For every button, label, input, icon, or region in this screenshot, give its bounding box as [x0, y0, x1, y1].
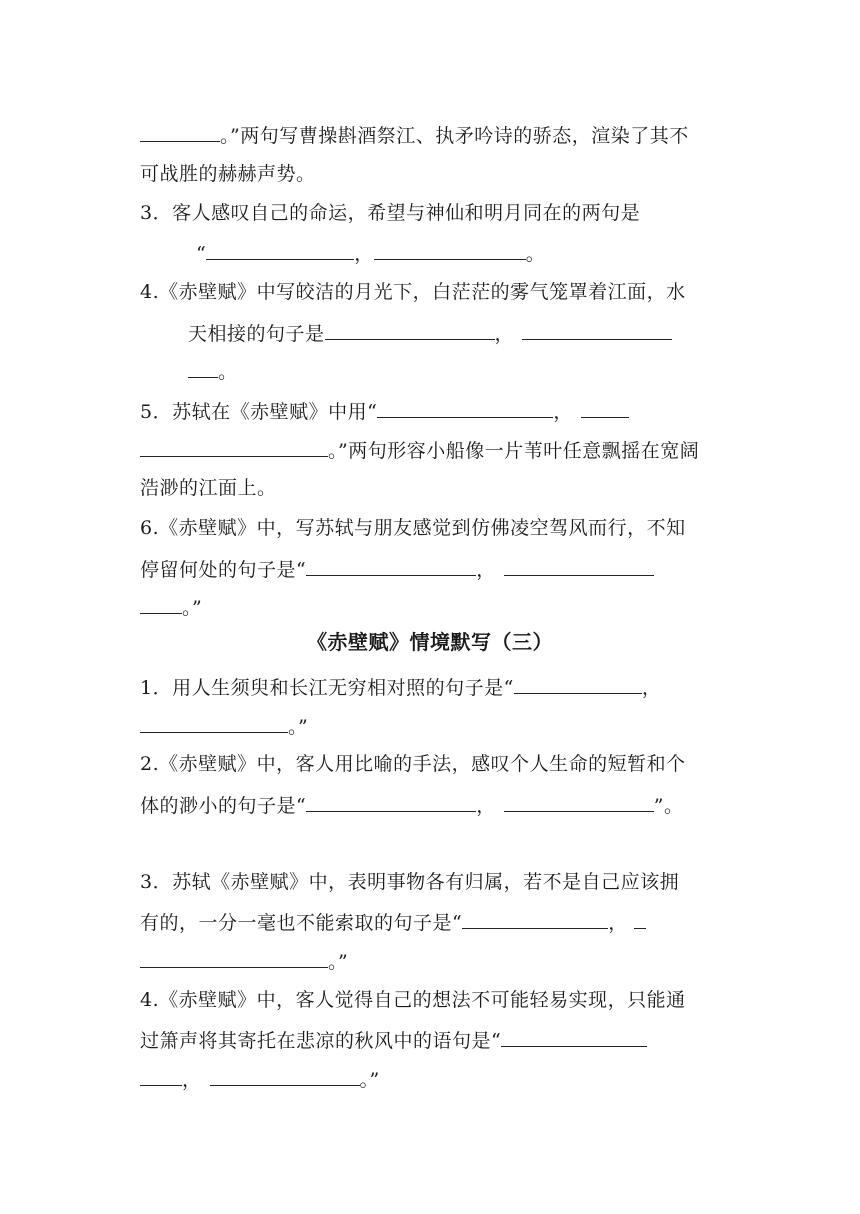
answer-blank[interactable]	[325, 319, 495, 340]
answer-blank[interactable]	[462, 908, 608, 929]
s3-q1-line-1: 1．用人生须臾和长江无穷相对照的句子是“ ，	[140, 673, 661, 699]
answer-blank[interactable]	[210, 1065, 360, 1086]
answer-blank[interactable]	[501, 1026, 647, 1047]
prev-q6-question: 6.《赤壁赋》中，写苏轼与朋友感觉到仿佛凌空驾风而行，不知	[140, 517, 686, 539]
prev-q4-answer-line-2: 。	[188, 357, 238, 383]
answer-blank[interactable]	[140, 121, 220, 142]
prev-q6-answer-line-1: 停留何处的句子是“ ，	[140, 555, 654, 581]
prev-q3-question: 3．客人感叹自己的命运，希望与神仙和明月同在的两句是	[140, 202, 641, 224]
answer-blank[interactable]	[377, 397, 553, 418]
prev-q2-line-2: 可战胜的赫赫声势。	[140, 163, 316, 185]
s3-q3-answer-line-2: 。”	[140, 947, 348, 973]
prev-q6-answer-line-2: 。”	[140, 593, 202, 619]
answer-blank[interactable]	[140, 947, 328, 968]
s3-q4-answer-line-1: 过箫声将其寄托在悲凉的秋风中的语句是“	[140, 1026, 647, 1052]
s3-q1-line-2: 。”	[140, 712, 308, 738]
answer-blank[interactable]	[206, 239, 354, 260]
prev-q5-line-1: 5．苏轼在《赤壁赋》中用“ ，	[140, 397, 629, 423]
s3-q2-answer-line: 体的渺小的句子是“ ， ”。	[140, 791, 683, 817]
prev-q4-answer-line-1: 天相接的句子是 ，	[188, 319, 672, 345]
prev-q2-line-1: 。”两句写曹操斟酒祭江、执矛吟诗的骄态，渲染了其不	[140, 121, 689, 147]
s3-q4-answer-line-2: ， 。”	[140, 1065, 380, 1091]
answer-blank[interactable]	[140, 712, 288, 733]
answer-blank[interactable]	[306, 555, 476, 576]
answer-blank[interactable]	[374, 239, 526, 260]
answer-blank[interactable]	[504, 555, 654, 576]
answer-blank[interactable]	[514, 673, 642, 694]
answer-blank[interactable]	[140, 436, 328, 457]
answer-blank[interactable]	[504, 791, 654, 812]
answer-blank[interactable]	[634, 908, 646, 929]
s3-q4-question: 4.《赤壁赋》中，客人觉得自己的想法不可能轻易实现，只能通	[140, 989, 686, 1011]
answer-blank[interactable]	[188, 357, 218, 378]
prev-q3-answer-line: “ ， 。	[196, 239, 545, 265]
section-title: 《赤壁赋》情境默写（三）	[307, 630, 553, 654]
answer-blank[interactable]	[140, 593, 182, 614]
s3-q2-question: 2.《赤壁赋》中，客人用比喻的手法，感叹个人生命的短暂和个	[140, 753, 686, 775]
s3-q3-answer-line-1: 有的，一分一毫也不能索取的句子是“ ，	[140, 908, 646, 934]
prev-q5-line-3: 浩渺的江面上。	[140, 477, 277, 499]
answer-blank[interactable]	[306, 791, 476, 812]
answer-blank[interactable]	[581, 397, 629, 418]
answer-blank[interactable]	[522, 319, 672, 340]
answer-blank[interactable]	[140, 1065, 182, 1086]
prev-q5-line-2: 。”两句形容小船像一片苇叶任意飘摇在宽阔	[140, 436, 699, 462]
prev-q4-question: 4.《赤壁赋》中写皎洁的月光下，白茫茫的雾气笼罩着江面，水	[140, 281, 686, 303]
s3-q3-question: 3．苏轼《赤壁赋》中，表明事物各有归属，若不是自己应该拥	[140, 871, 680, 893]
